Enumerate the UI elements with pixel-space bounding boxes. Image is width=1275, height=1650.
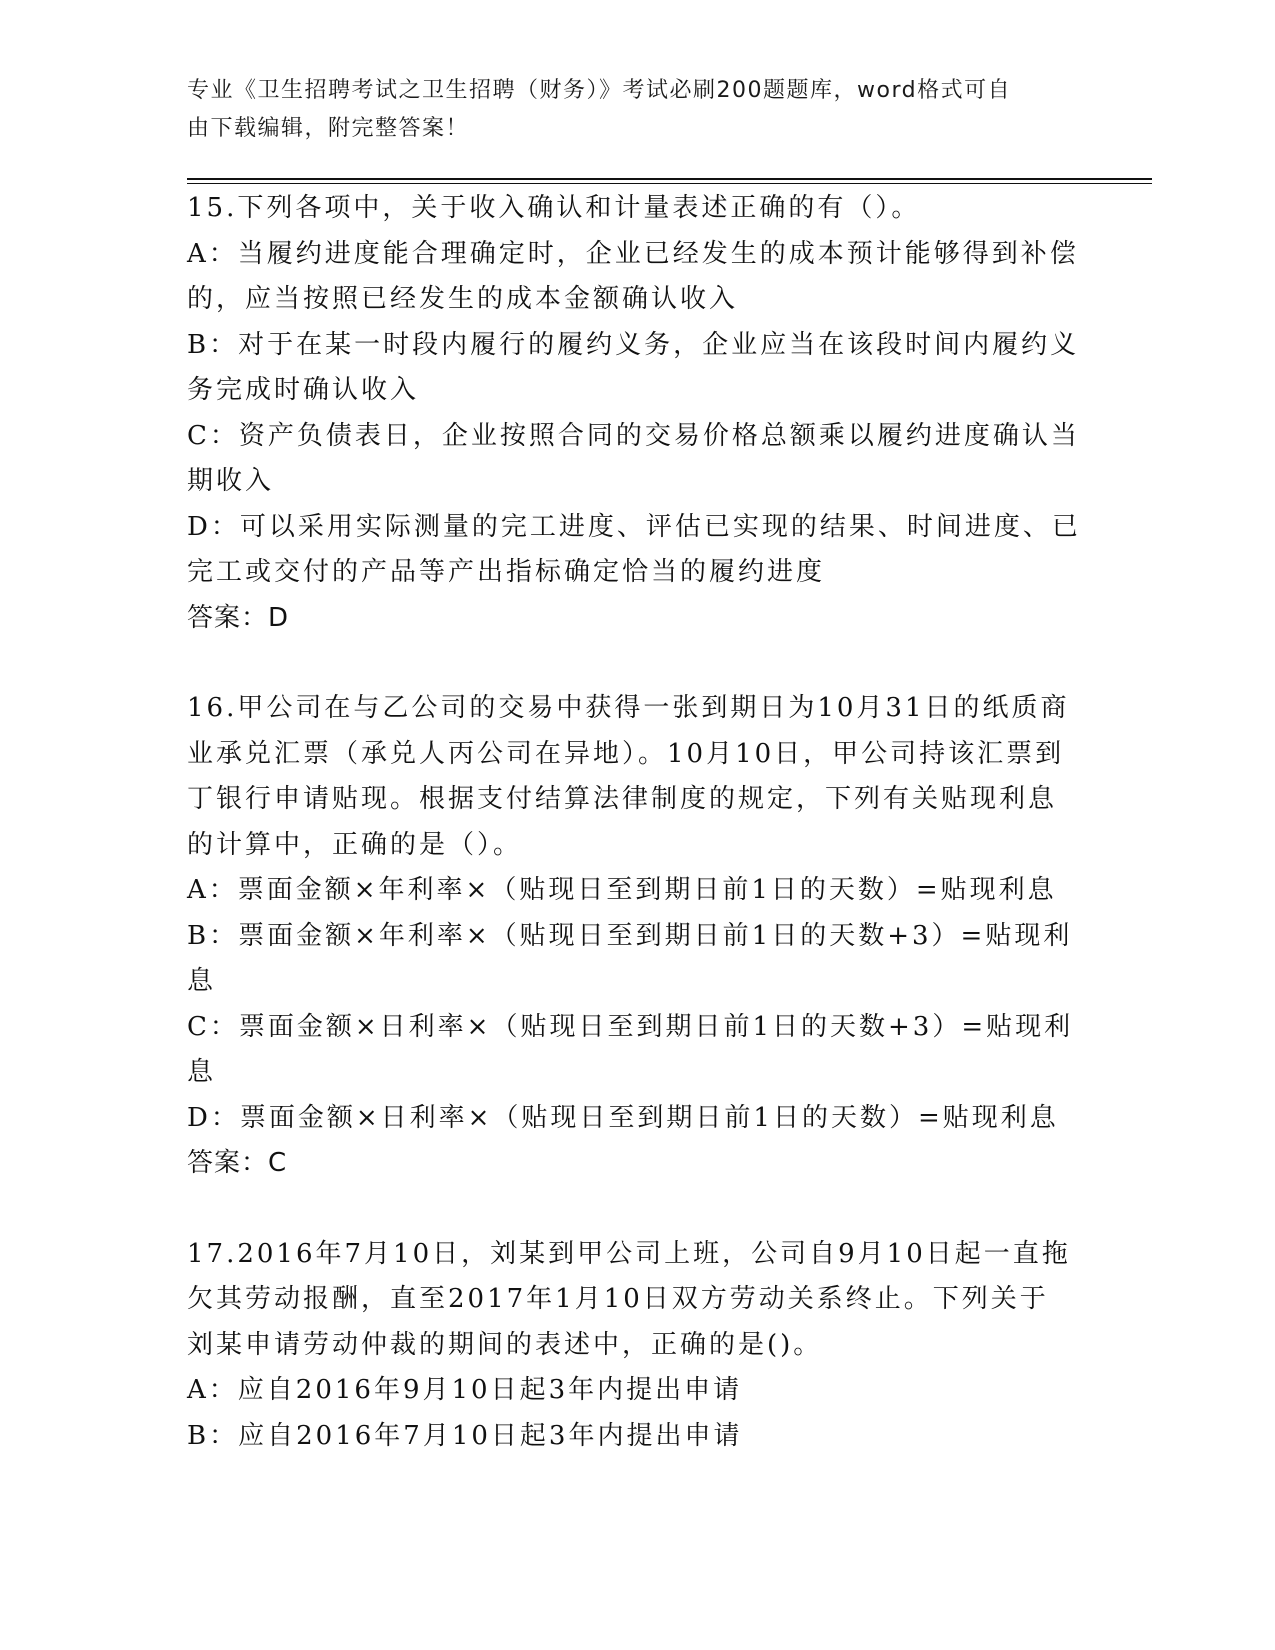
- question-15: [187, 186, 1087, 641]
- header-line: 由下载编辑，附完整答案！: [187, 116, 470, 141]
- option-c-cont: 期收入: [187, 466, 275, 496]
- question-stem: 16.甲公司在与乙公司的交易中获得一张到期日为10月31日的纸质商: [187, 693, 1070, 723]
- question-stem-cont: 的计算中，正确的是（）。: [187, 829, 523, 860]
- question-stem-cont: 丁银行申请贴现。根据支付结算法律制度的规定，下列有关贴现利息: [187, 784, 1058, 814]
- option-d-cont: 完工或交付的产品等产出指标确定恰当的履约进度: [187, 557, 826, 587]
- option-a: A：票面金额×年利率×（贴现日至到期日前1日的天数）=贴现利息: [187, 875, 1057, 905]
- option-d: D：可以采用实际测量的完工进度、评估已实现的结果、时间进度、已: [187, 511, 1081, 542]
- option-b: B：应自2016年7月10日起3年内提出申请: [187, 1420, 743, 1451]
- question-stem-cont: 欠其劳动报酬，直至2017年1月10日双方劳动关系终止。下列关于: [187, 1284, 1049, 1314]
- option-b-cont: 务完成时确认收入: [187, 375, 420, 405]
- header-rule-thin: [187, 183, 1152, 184]
- option-c-cont: 息: [187, 1057, 217, 1087]
- question-stem: 17.2016年7月10日，刘某到甲公司上班，公司自9月10日起一直拖: [187, 1238, 1071, 1269]
- option-a: A：应自2016年9月10日起3年内提出申请: [187, 1375, 743, 1405]
- document-header: [187, 72, 1067, 148]
- question-17: [187, 1232, 1087, 1460]
- option-b-cont: 息: [187, 966, 217, 996]
- option-b: B：对于在某一时段内履行的履约义务，企业应当在该段时间内履约义: [187, 329, 1080, 360]
- header-line: 专业《卫生招聘考试之卫生招聘（财务）》考试必刷200题题库，word格式可自: [187, 78, 1012, 103]
- question-16: [187, 686, 1087, 1187]
- question-stem-cont: 刘某申请劳动仲裁的期间的表述中，正确的是()。: [187, 1329, 823, 1360]
- option-a: A：当履约进度能合理确定时，企业已经发生的成本预计能够得到补偿: [187, 238, 1079, 269]
- question-stem-cont: 业承兑汇票（承兑人丙公司在异地）。10月10日，甲公司持该汇票到: [187, 738, 1065, 769]
- answer-label: 答案：D: [187, 602, 290, 633]
- option-b: B：票面金额×年利率×（贴现日至到期日前1日的天数+3）=贴现利: [187, 920, 1073, 951]
- question-list: [187, 186, 1087, 1459]
- option-c: C：票面金额×日利率×（贴现日至到期日前1日的天数+3）=贴现利: [187, 1011, 1074, 1042]
- question-stem: 15.下列各项中，关于收入确认和计量表述正确的有（）。: [187, 193, 921, 223]
- answer-label: 答案：C: [187, 1148, 288, 1178]
- header-rule-thick: [187, 178, 1152, 180]
- option-c: C：资产负债表日，企业按照合同的交易价格总额乘以履约进度确认当: [187, 420, 1080, 451]
- option-d: D：票面金额×日利率×（贴现日至到期日前1日的天数）=贴现利息: [187, 1102, 1059, 1133]
- option-a-cont: 的，应当按照已经发生的成本金额确认收入: [187, 284, 739, 314]
